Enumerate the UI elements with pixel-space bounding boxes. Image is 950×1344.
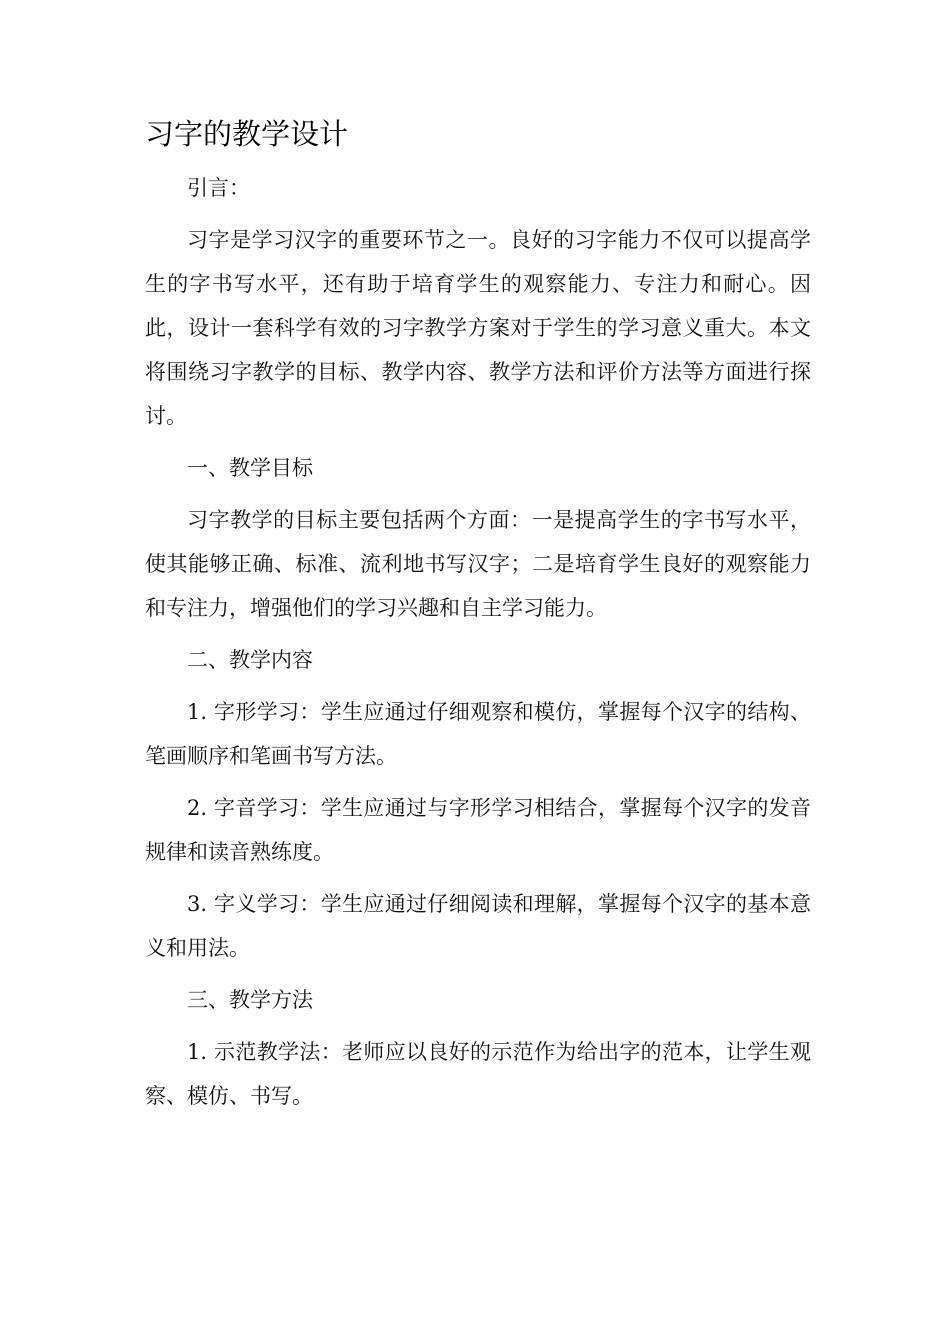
section-heading-methods: 三、教学方法 xyxy=(187,988,313,1012)
section-heading-goals: 一、教学目标 xyxy=(187,456,313,480)
content-item-sound: 2. 字音学习：学生应通过与字形学习相结合，掌握每个汉字的发音规律和读音熟练度。 xyxy=(145,796,811,864)
document-title: 习字的教学设计 xyxy=(145,117,349,151)
method-item-demonstration: 1. 示范教学法：老师应以良好的示范作为给出字的范本，让学生观察、模仿、书写。 xyxy=(145,1040,811,1108)
section-heading-content: 二、教学内容 xyxy=(187,648,313,672)
document-body xyxy=(145,166,811,1126)
goals-paragraph: 习字教学的目标主要包括两个方面：一是提高学生的字书写水平，使其能够正确、标准、流利地书写汉字；二是培育学生良好的观察能力和专注力，增强他们的学习兴趣和自主学习能力。 xyxy=(145,508,811,620)
intro-paragraph: 习字是学习汉字的重要环节之一。良好的习字能力不仅可以提高学生的字书写水平，还有助于培育学生的观察能力、专注力和耐心。因此，设计一套科学有效的习字教学方案对于学生的学习意义重大。本文将围绕习字教学的目标、教学内容、教学方法和评价方法等方面进行探讨。 xyxy=(145,228,811,428)
intro-label: 引言： xyxy=(187,176,250,200)
content-item-glyph: 1. 字形学习：学生应通过仔细观察和模仿，掌握每个汉字的结构、笔画顺序和笔画书写方法。 xyxy=(145,700,811,768)
content-item-meaning: 3. 字义学习：学生应通过仔细阅读和理解，掌握每个汉字的基本意义和用法。 xyxy=(145,892,811,960)
